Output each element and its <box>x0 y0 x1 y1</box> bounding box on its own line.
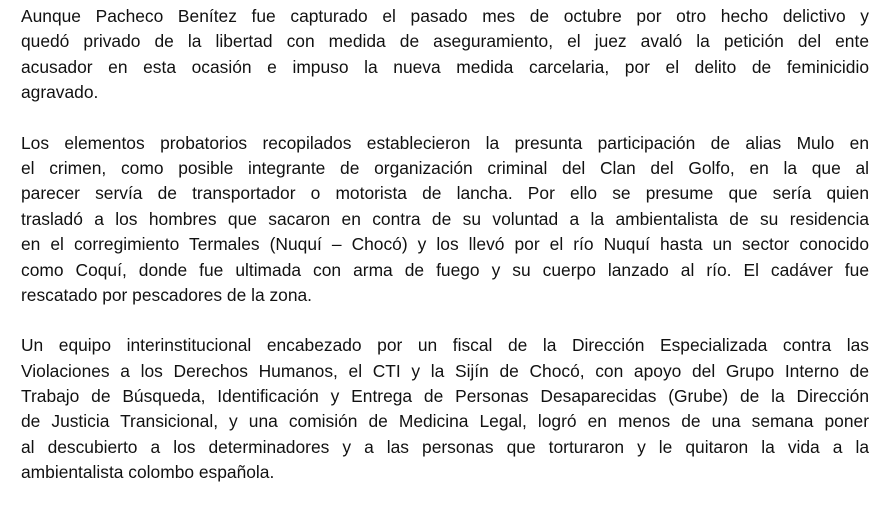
document-page <box>21 4 869 486</box>
text-line: acusador en esta ocasión e impuso la nueva medida carcelaria, por el delito de feminicidio <box>21 56 869 77</box>
text-line: Trabajo de Búsqueda, Identificación y Entrega de Personas Desaparecidas (Grube) de la Dirección <box>21 386 869 407</box>
text-line: agravado. <box>21 82 99 103</box>
text-line: Un equipo interinstitucional encabezado por un fiscal de la Dirección Especializada contra las <box>21 335 869 356</box>
text-line: ambientalista colombo española. <box>21 462 275 483</box>
paragraph-capture <box>21 4 869 106</box>
paragraph-evidence <box>21 131 869 309</box>
text-line: rescatado por pescadores de la zona. <box>21 284 312 305</box>
text-line: Los elementos probatorios recopilados establecieron la presunta participación de alias Mulo en <box>21 132 869 153</box>
text-line: trasladó a los hombres que sacaron en contra de su voluntad a la ambientalista de su residencia <box>21 208 869 229</box>
paragraph-investigation-team <box>21 333 869 485</box>
text-line: en el corregimiento Termales (Nuquí – Chocó) y los llevó por el río Nuquí hasta un sector conocido <box>21 234 869 255</box>
text-line: Violaciones a los Derechos Humanos, el CTI y la Sijín de Chocó, con apoyo del Grupo Interno de <box>21 360 869 381</box>
text-line: de Justicia Transicional, y una comisión de Medicina Legal, logró en menos de una semana poner <box>21 411 869 432</box>
text-line: quedó privado de la libertad con medida de aseguramiento, el juez avaló la petición del ente <box>21 31 869 52</box>
text-line: como Coquí, donde fue ultimada con arma de fuego y su cuerpo lanzado al río. El cadáver fue <box>21 259 869 280</box>
text-line: Aunque Pacheco Benítez fue capturado el pasado mes de octubre por otro hecho delictivo y <box>21 6 869 26</box>
text-line: parecer servía de transportador o motorista de lancha. Por ello se presume que sería quien <box>21 183 869 204</box>
text-line: al descubierto a los determinadores y a las personas que torturaron y le quitaron la vida a la <box>21 436 869 457</box>
text-line: el crimen, como posible integrante de organización criminal del Clan del Golfo, en la que al <box>21 157 869 178</box>
